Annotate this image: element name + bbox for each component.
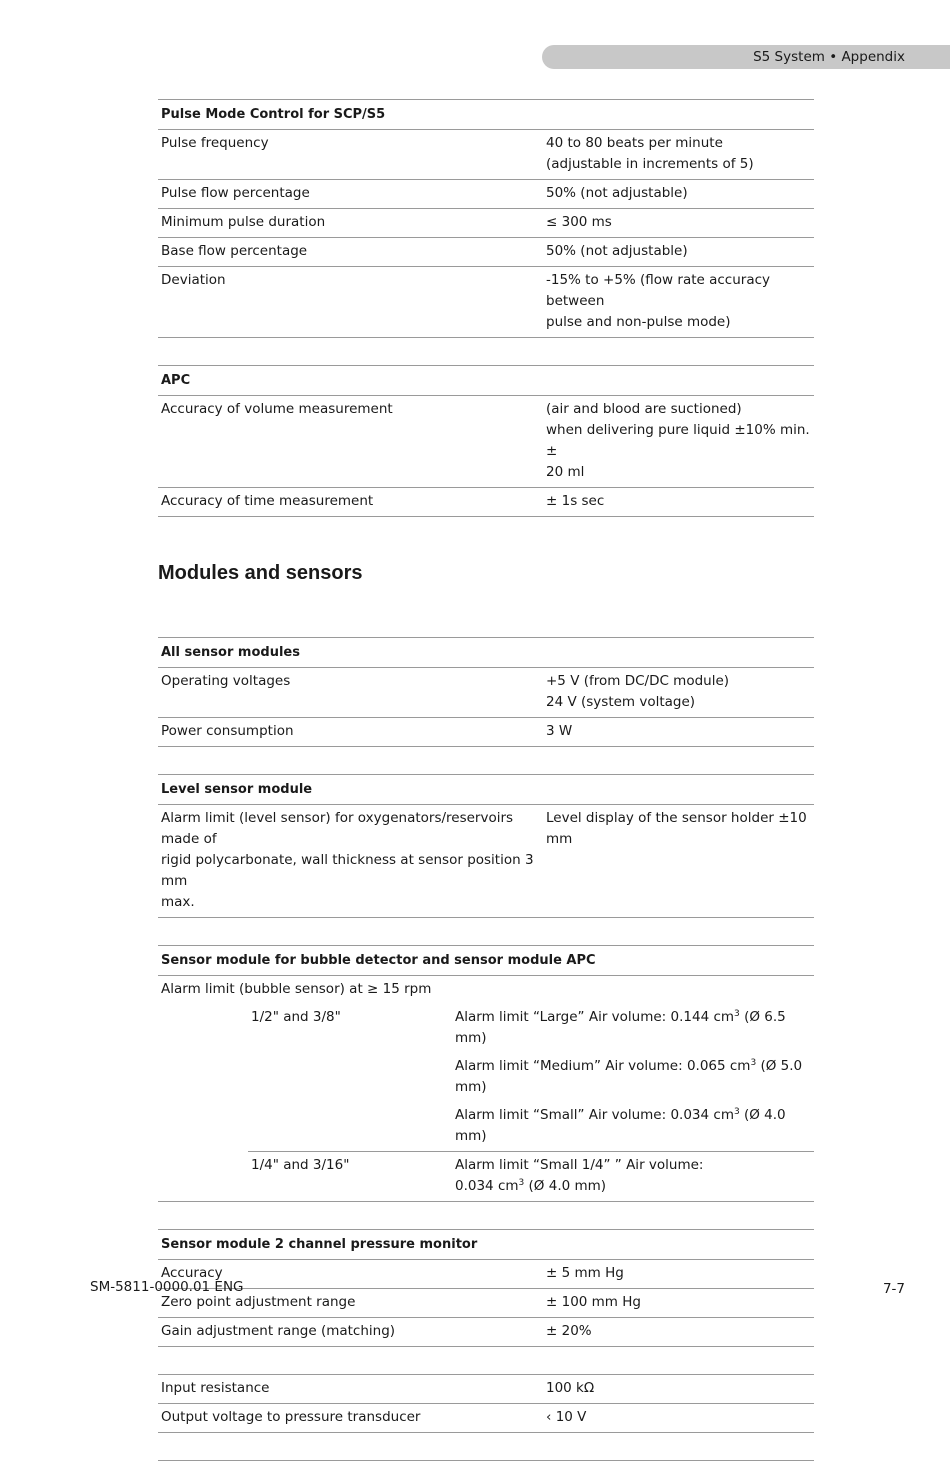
row-value xyxy=(543,396,814,488)
table-row xyxy=(158,1260,814,1289)
value-line: -15% to +5% (flow rate accuracy between xyxy=(546,272,771,309)
value-text: (Ø 4.0 mm) xyxy=(524,1178,607,1194)
row-value: ≤ 300 ms xyxy=(543,209,814,238)
table-title: Level sensor module xyxy=(158,775,814,805)
section-title: Modules and sensors xyxy=(158,562,363,584)
table-row xyxy=(158,668,814,718)
value-line: when delivering pure liquid ±10% min. ± xyxy=(546,422,810,459)
value-line: +5 V (from DC/DC module) xyxy=(546,673,730,689)
alarm-small xyxy=(452,1102,814,1152)
row-label: Input resistance xyxy=(158,1375,543,1404)
row-value: 3 W xyxy=(543,718,814,747)
table-row xyxy=(158,1375,814,1404)
table-row xyxy=(158,718,814,747)
row-value: ± 1s sec xyxy=(543,488,814,517)
row-value: ± 20% xyxy=(543,1318,814,1347)
value-text: (Ø 4.0 mm) xyxy=(455,1107,786,1144)
header-tab xyxy=(542,45,950,69)
value-line: (adjustable in increments of 5) xyxy=(546,156,754,172)
value-text: (Ø 5.0 mm) xyxy=(455,1058,803,1095)
pressure-monitor-table-2 xyxy=(158,1375,814,1433)
exponent: 3 xyxy=(733,1107,740,1117)
row-label: Operating voltages xyxy=(158,668,543,718)
row-value xyxy=(543,267,814,338)
spacer xyxy=(158,1347,814,1375)
empty-cell xyxy=(248,1053,452,1102)
table-row xyxy=(158,1289,814,1318)
row-value: ‹ 10 V xyxy=(543,1404,814,1433)
value-text: Alarm limit “Small” Air volume: 0.034 cm xyxy=(455,1107,734,1123)
row-label: Gain adjustment range (matching) xyxy=(158,1318,543,1347)
table-row xyxy=(158,488,814,517)
table-row xyxy=(158,1318,814,1347)
apc-table xyxy=(158,366,814,517)
value-line: 20 ml xyxy=(546,464,585,480)
pressure-monitor-table xyxy=(158,1230,814,1347)
row-label: Accuracy xyxy=(158,1260,543,1289)
table-row xyxy=(158,396,814,488)
table-row xyxy=(158,209,814,238)
value-text: (Ø 6.5 mm) xyxy=(455,1009,786,1046)
value-line: Alarm limit “Small 1/4” ” Air volume: xyxy=(455,1157,704,1173)
value-line: 40 to 80 beats per minute xyxy=(546,135,723,151)
row-label: Output voltage to pressure transducer xyxy=(158,1404,543,1433)
value-line: 24 V (system voltage) xyxy=(546,694,696,710)
indent-cell xyxy=(158,1053,248,1102)
table-row xyxy=(158,976,814,1005)
table-row xyxy=(158,267,814,338)
row-label: Accuracy of time measurement xyxy=(158,488,543,517)
indent-cell xyxy=(158,1152,248,1202)
value-line: (air and blood are suctioned) xyxy=(546,401,742,417)
alarm-medium xyxy=(452,1053,814,1102)
bubble-sensor-table xyxy=(158,946,814,1202)
row-label: Alarm limit (bubble sensor) at ≥ 15 rpm xyxy=(161,981,432,997)
page-number: 7-7 xyxy=(882,1281,905,1297)
row-label: Minimum pulse duration xyxy=(158,209,543,238)
exponent: 3 xyxy=(518,1178,525,1188)
spacer xyxy=(158,338,814,366)
table-row xyxy=(158,1004,814,1053)
row-value: 100 kΩ xyxy=(543,1375,814,1404)
row-label: Zero point adjustment range xyxy=(158,1289,543,1318)
size-label: 1/4" and 3/16" xyxy=(248,1152,452,1202)
pulse-mode-table xyxy=(158,99,814,338)
page-content xyxy=(158,99,814,1461)
value-text: Alarm limit “Medium” Air volume: 0.065 cm xyxy=(455,1058,751,1074)
empty-cell xyxy=(248,1102,452,1152)
row-label xyxy=(158,805,543,918)
spacer xyxy=(158,747,814,775)
table-row xyxy=(158,1404,814,1433)
table-row xyxy=(158,130,814,180)
label-line: Alarm limit (level sensor) for oxygenators/reservoirs made of xyxy=(161,810,514,847)
table-title: Sensor module 2 channel pressure monitor xyxy=(158,1230,814,1260)
spacer xyxy=(158,1202,814,1230)
row-value: 50% (not adjustable) xyxy=(543,238,814,267)
table-title: APC xyxy=(158,366,814,396)
row-label: Deviation xyxy=(158,267,543,338)
row-value: Level display of the sensor holder ±10 mm xyxy=(543,805,814,918)
row-value: ± 5 mm Hg xyxy=(543,1260,814,1289)
table-row xyxy=(158,238,814,267)
row-label: Pulse flow percentage xyxy=(158,180,543,209)
exponent: 3 xyxy=(734,1009,740,1019)
row-label: Pulse frequency xyxy=(158,130,543,180)
table-row xyxy=(158,1102,814,1152)
table-title: Pulse Mode Control for SCP/S5 xyxy=(158,100,814,130)
document-id: SM-5811-0000.01 ENG xyxy=(90,1279,244,1295)
label-line: max. xyxy=(161,894,195,910)
indent-cell xyxy=(158,1102,248,1152)
indent-cell xyxy=(158,1004,248,1053)
label-line: rigid polycarbonate, wall thickness at sensor position 3 mm xyxy=(161,852,534,889)
row-value xyxy=(543,668,814,718)
header-title: S5 System • Appendix xyxy=(753,49,905,65)
alarm-large xyxy=(452,1004,814,1053)
row-label: Base flow percentage xyxy=(158,238,543,267)
spacer xyxy=(158,1433,814,1461)
row-label: Power consumption xyxy=(158,718,543,747)
spacer xyxy=(158,918,814,946)
value-line: pulse and non-pulse mode) xyxy=(546,314,731,330)
exponent: 3 xyxy=(750,1058,757,1068)
row-value: 50% (not adjustable) xyxy=(543,180,814,209)
row-value: ± 100 mm Hg xyxy=(543,1289,814,1318)
level-sensor-table xyxy=(158,775,814,918)
value-text: Alarm limit “Large” Air volume: 0.144 cm xyxy=(455,1009,735,1025)
table-row xyxy=(158,180,814,209)
value-line xyxy=(455,1176,811,1197)
table-title: All sensor modules xyxy=(158,638,814,668)
table-title: Sensor module for bubble detector and sensor module APC xyxy=(158,946,814,976)
row-label: Accuracy of volume measurement xyxy=(158,396,543,488)
value-text: 0.034 cm xyxy=(455,1178,519,1194)
all-sensor-table xyxy=(158,637,814,747)
size-label: 1/2" and 3/8" xyxy=(251,1009,341,1025)
row-value xyxy=(543,130,814,180)
table-row xyxy=(158,805,814,918)
alarm-small-quarter xyxy=(452,1152,814,1202)
table-row xyxy=(158,1053,814,1102)
table-row xyxy=(158,1152,814,1202)
